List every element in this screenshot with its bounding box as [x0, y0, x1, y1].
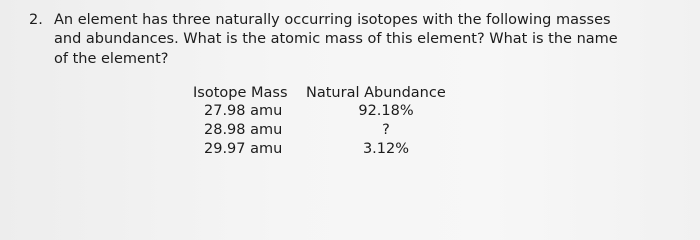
header-natural-abundance: Natural Abundance: [306, 85, 446, 101]
header-isotope-mass: Isotope Mass: [193, 85, 288, 101]
isotope-mass-cell: 29.97 amu: [204, 141, 283, 157]
question-text-line-1: An element has three naturally occurring isotopes with the following masses: [54, 12, 611, 28]
question-text-line-3: of the element?: [54, 51, 169, 67]
question-text-line-2: and abundances. What is the atomic mass of this element? What is the name: [54, 31, 618, 47]
abundance-cell: 3.12%: [362, 141, 410, 157]
abundance-cell: ?: [382, 122, 390, 138]
isotope-mass-cell: 28.98 amu: [204, 122, 283, 138]
question-number: 2.: [29, 12, 43, 28]
isotope-mass-cell: 27.98 amu: [204, 103, 283, 119]
abundance-cell: 92.18%: [358, 103, 414, 119]
